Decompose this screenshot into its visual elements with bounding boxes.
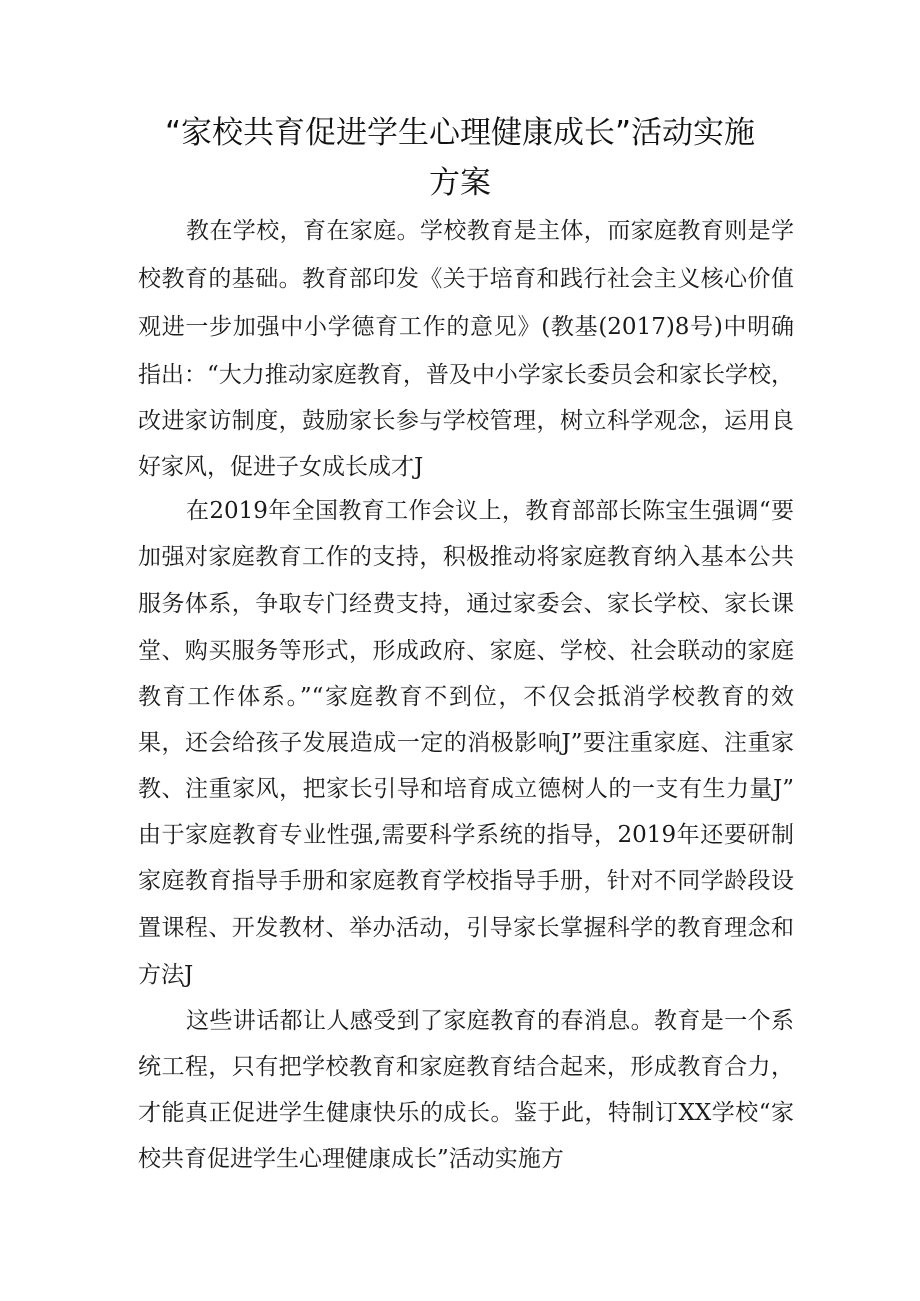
paragraph-line: 教、注重家风，把家长引导和培育成立德树人的一支有生力量J” <box>138 776 794 802</box>
paragraph-line: 由于家庭教育专业性强,需要科学系统的指导，2019年还要研制 <box>138 822 794 848</box>
paragraph-line: 指出：“大力推动家庭教育，普及中小学家长委员会和家长学校， <box>138 362 794 388</box>
paragraph-line: 改进家访制度，鼓励家长参与学校管理，树立科学观念，运用良 <box>138 408 794 434</box>
paragraph-line: 置课程、开发教材、举办活动，引导家长掌握科学的教育理念和 <box>138 915 794 941</box>
paragraph-line: 加强对家庭教育工作的支持，积极推动将家庭教育纳入基本公共 <box>138 544 794 570</box>
paragraph-line: 方法J <box>138 962 194 988</box>
paragraph-line: 校教育的基础。教育部印发《关于培育和践行社会主义核心价值 <box>138 266 794 292</box>
paragraph-line: 才能真正促进学生健康快乐的成长。鉴于此，特制订XX学校“家 <box>138 1100 794 1126</box>
paragraph-line: 教育工作体系。”“家庭教育不到位，不仅会抵消学校教育的效 <box>138 684 794 710</box>
paragraph-line: 观进一步加强中小学德育工作的意见》(教基(2017)8号)中明确 <box>138 314 794 340</box>
paragraph-line: 堂、购买服务等形式，形成政府、家庭、学校、社会联动的家庭 <box>138 638 794 664</box>
title-line-2: 方案 <box>429 165 491 201</box>
paragraph-line: 果，还会给孩子发展造成一定的消极影响J”要注重家庭、注重家 <box>138 730 794 756</box>
paragraph-line: 服务体系，争取专门经费支持，通过家委会、家长学校、家长课 <box>138 591 794 617</box>
paragraph-line: 家庭教育指导手册和家庭教育学校指导手册，针对不同学龄段设 <box>138 868 794 894</box>
title-line-1: “家校共育促进学生心理健康成长”活动实施 <box>164 115 756 151</box>
paragraph-line: 统工程，只有把学校教育和家庭教育结合起来，形成教育合力， <box>138 1054 794 1080</box>
paragraph-line: 教在学校，育在家庭。学校教育是主体，而家庭教育则是学 <box>186 218 794 244</box>
paragraph-line: 校共育促进学生心理健康成长”活动实施方 <box>138 1146 564 1172</box>
paragraph-line: 在2019年全国教育工作会议上，教育部部长陈宝生强调“要 <box>186 498 794 524</box>
paragraph-line: 这些讲话都让人感受到了家庭教育的春消息。教育是一个系 <box>186 1008 794 1034</box>
paragraph-line: 好家风，促进子女成长成才J <box>138 454 424 480</box>
